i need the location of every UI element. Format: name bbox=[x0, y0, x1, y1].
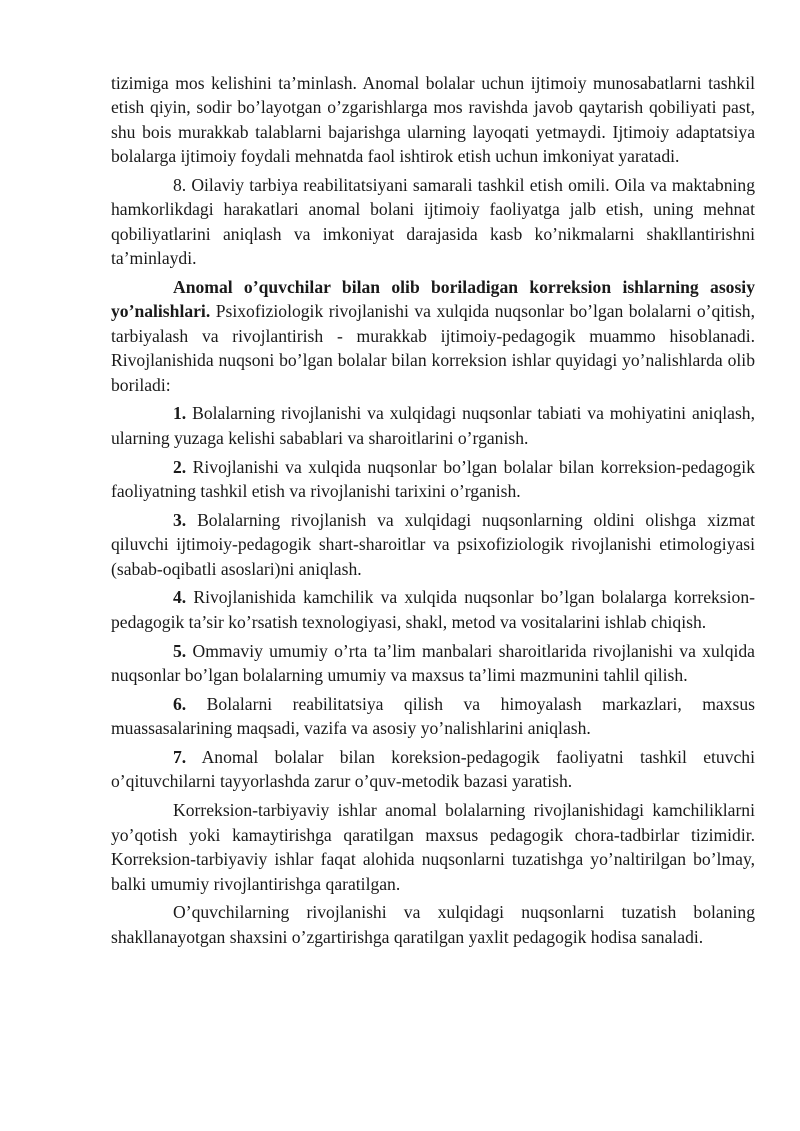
paragraph-continuation: tizimiga mos kelishini ta’minlash. Anomal bolalar uchun ijtimoiy munosabatlarni tashkil etish qiyin, sodir bo’layotgan o’zgarishlarga mos ravishda javob qaytarish qobiliyati past, shu bois murakkab talablarni bajarishga ularning layoqati yetmaydi. Ijtimoiy adaptatsiya bolalarga ijtimoiy foydali mehnatda faol ishtirok etish uchun imkoniyat yaratadi. bbox=[111, 73, 755, 167]
list-number: 6. bbox=[173, 693, 187, 714]
list-number: 1. bbox=[173, 403, 187, 424]
section-heading: Anomal o’quvchilar bilan olib boriladigan korreksion ishlarning asosiy yo’nalishlari. bbox=[111, 277, 755, 322]
paragraph-correction-work: Korreksion-tarbiyaviy ishlar anomal bolalarning rivojlanishidagi kamchiliklarni yo’qotish yoki kamaytirishga qaratilgan maxsus pedagogik chora-tadbirlar tizimidir. Korreksion-tarbiyaviy ishlar faqat alohida nuqsonlarni tuzatishga yo’naltirilgan bo’lmay, balki umumiy rivojlantirishga qaratilgan. bbox=[111, 800, 755, 894]
list-number: 7. bbox=[173, 747, 187, 768]
section-intro-text: Psixofiziologik rivojlanishi va xulqida nuqsonlar bo’lgan bolalarni o’qitish, tarbiyalash va rivojlantirish - murakkab ijtimoiy-pedagogik muammo hisoblanadi. Rivojlanishida nuqsoni bo’lgan bolalar bilan korreksion ishlar quyidagi yo’nalishlarda olib boriladi: bbox=[111, 301, 755, 395]
list-text: Bolalarni reabilitatsiya qilish va himoyalash markazlari, maxsus muassasalarining maqsadi, vazifa va asosiy yo’nalishlarini aniqlash. bbox=[111, 693, 755, 739]
list-text: Rivojlanishida kamchilik va xulqida nuqsonlar bo’lgan bolalarga korreksion-pedagogik ta’sir ko’rsatish texnologiyasi, shakl, metod va vositalarini ishlab chiqish. bbox=[111, 587, 755, 632]
list-number: 4. bbox=[173, 587, 187, 608]
list-number: 2. bbox=[173, 456, 187, 477]
list-text: Bolalarning rivojlanish va xulqidagi nuqsonlarning oldini olishga xizmat qiluvchi ijtimoiy-pedagogik shart-sharoitlar va psixofiziologik rivojlanishi etimologiyasi (sabab-oqibatli asoslari)ni aniqlash. bbox=[111, 509, 755, 579]
list-item-5 bbox=[111, 639, 755, 688]
list-item-3 bbox=[111, 508, 755, 581]
list-number: 5. bbox=[173, 640, 187, 661]
document-page bbox=[111, 71, 755, 954]
list-number: 3. bbox=[173, 509, 187, 530]
list-text: Anomal bolalar bilan koreksion-pedagogik faoliyatni tashkil etuvchi o’qituvchilarni tayyorlashda zarur o’quv-metodik bazasi yaratish. bbox=[111, 747, 755, 792]
paragraph-main-directions bbox=[111, 275, 755, 397]
list-item-2 bbox=[111, 455, 755, 504]
list-item-7 bbox=[111, 745, 755, 794]
paragraph-family-upbringing: 8. Oilaviy tarbiya reabilitatsiyani samarali tashkil etish omili. Oila va maktabning hamkorlikdagi harakatlari anomal bolani ijtimoiy faoliyatga jalb etish, uning mehnat qobiliyatlarini aniqlash va imkoniyat darajasida kasb ko’nikmalarni shakllantirishni ta’minlaydi. bbox=[111, 175, 755, 269]
list-item-6 bbox=[111, 692, 755, 741]
list-text: Ommaviy umumiy o’rta ta’lim manbalari sharoitlarida rivojlanishi va xulqida nuqsonlar bo’lgan bolalarning umumiy va maxsus ta’limi mazmunini tahlil qilish. bbox=[111, 640, 755, 686]
list-text: Rivojlanishi va xulqida nuqsonlar bo’lgan bolalar bilan korreksion-pedagogik faoliyatning tashkil etish va rivojlanishi tarixini o’rganish. bbox=[111, 456, 755, 502]
paragraph-pupils-correction: O’quvchilarning rivojlanishi va xulqidagi nuqsonlarni tuzatish bolaning shakllanayotgan shaxsini o’zgartirishga qaratilgan yaxlit pedagogik hodisa sanaladi. bbox=[111, 902, 755, 947]
list-text: Bolalarning rivojlanishi va xulqidagi nuqsonlar tabiati va mohiyatini aniqlash, ularning yuzaga kelishi sabablari va sharoitlarini o’rganish. bbox=[111, 403, 755, 448]
list-item-4 bbox=[111, 585, 755, 634]
list-item-1 bbox=[111, 401, 755, 450]
